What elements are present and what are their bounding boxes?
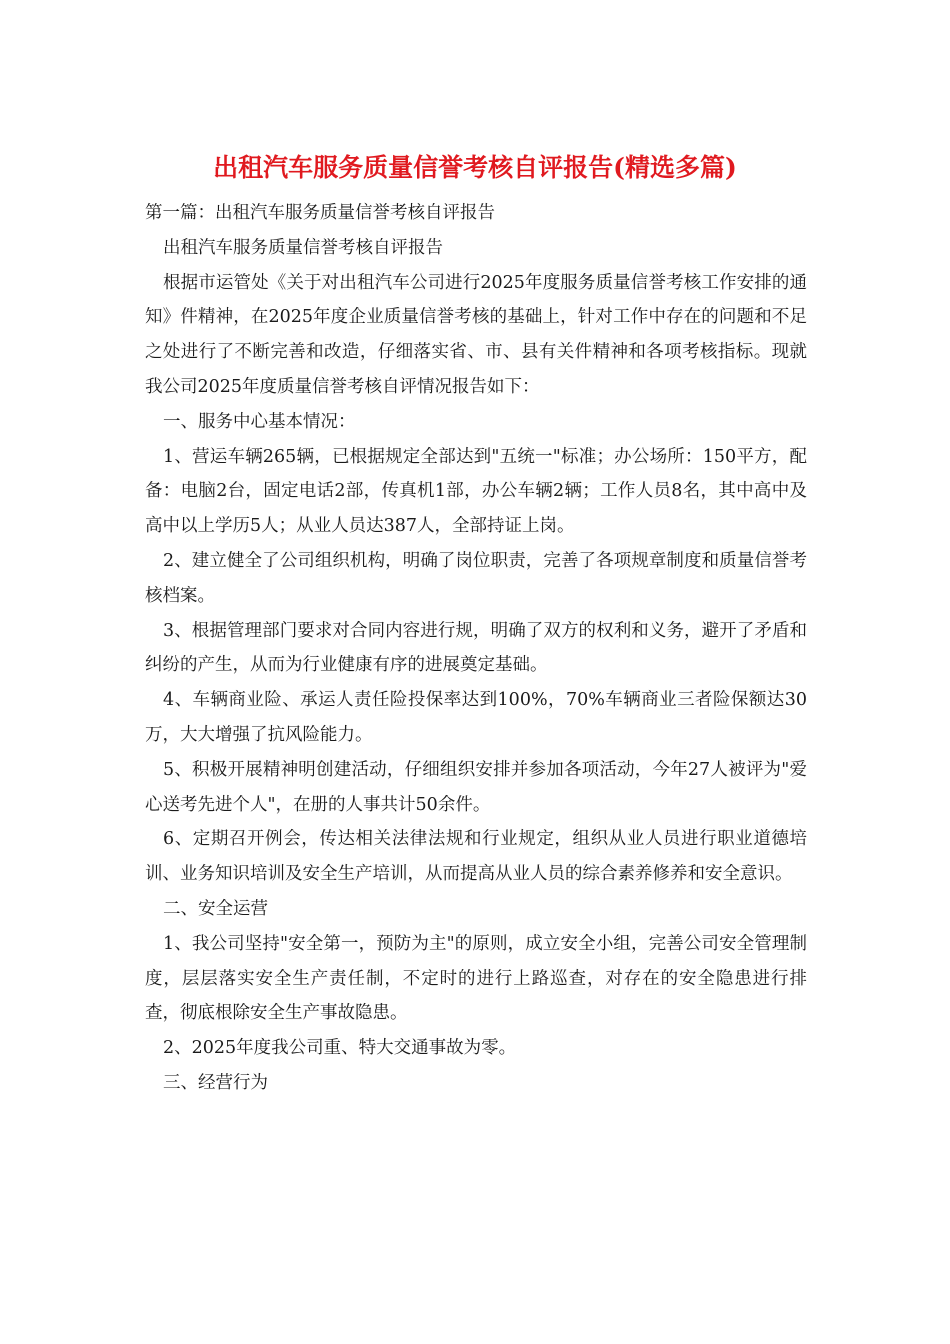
paragraph-item-6: 6、定期召开例会，传达相关法律法规和行业规定，组织从业人员进行职业道德培训、业务知识培训及安全生产培训，从而提高从业人员的综合素养修养和安全意识。 [145,829,807,885]
document-body [145,196,807,1101]
section-heading-basic-info: 一、服务中心基本情况： [163,411,356,432]
paragraph-item-2: 2、建立健全了公司组织机构，明确了岗位职责，完善了各项规章制度和质量信誉考核档案。 [145,550,807,606]
paragraph-item-3: 3、根据管理部门要求对合同内容进行规，明确了双方的权利和义务，避开了矛盾和纠纷的产生，从而为行业健康有序的进展奠定基础。 [145,620,807,676]
section-heading-safety: 二、安全运营 [163,898,268,919]
paragraph-item-5: 5、积极开展精神明创建活动，仔细组织安排并参加各项活动，今年27人被评为"爱心送考先进个人"，在册的人事共计50余件。 [145,759,807,815]
paragraph-item-1: 1、营运车辆265辆，已根据规定全部达到"五统一"标准；办公场所：150平方，配备：电脑2台，固定电话2部，传真机1部，办公车辆2辆；工作人员8名，其中高中及高中以上学历5人；从业人员达387人，全部持证上岗。 [145,446,807,537]
paragraph-report-title: 出租汽车服务质量信誉考核自评报告 [163,237,443,258]
paragraph-safety-1: 1、我公司坚持"安全第一，预防为主"的原则，成立安全小组，完善公司安全管理制度，层层落实安全生产责任制，不定时的进行上路巡查，对存在的安全隐患进行排查，彻底根除安全生产事故隐患。 [145,933,807,1024]
section-heading-business: 三、经营行为 [163,1072,268,1093]
paragraph-chapter-heading: 第一篇：出租汽车服务质量信誉考核自评报告 [145,203,495,223]
paragraph-intro: 根据市运管处《关于对出租汽车公司进行2025年度服务质量信誉考核工作安排的通知》件精神，在2025年度企业质量信誉考核的基础上，针对工作中存在的问题和不足之处进行了不断完善和改造，仔细落实省、市、县有关件精神和各项考核指标。现就我公司2025年度质量信誉考核自评情况报告如下： [145,272,807,397]
document-title: 出租汽车服务质量信誉考核自评报告(精选多篇) [213,153,737,182]
paragraph-safety-2: 2、2025年度我公司重、特大交通事故为零。 [163,1038,517,1059]
paragraph-item-4: 4、车辆商业险、承运人责任险投保率达到100%，70%车辆商业三者险保额达30万，大大增强了抗风险能力。 [145,690,807,745]
